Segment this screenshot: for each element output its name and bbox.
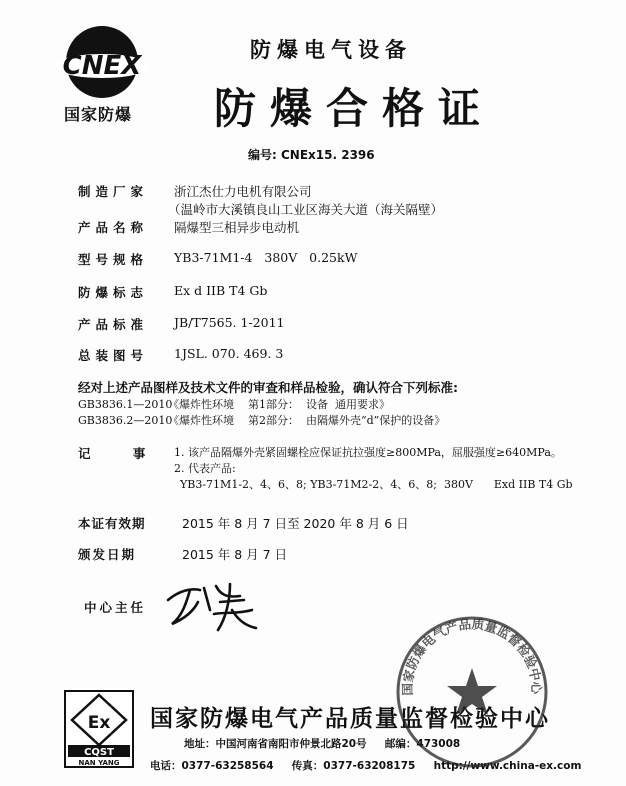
manufacturer-label: 制造厂家 bbox=[78, 184, 149, 199]
standard-text: 《爆炸性环境 第2部分： 由隔爆外壳“d”保护的设备》 bbox=[168, 414, 446, 427]
cqst-logo-icon bbox=[64, 690, 134, 768]
ex-marking-value: Ex d IIB T4 Gb bbox=[174, 283, 268, 298]
logo-text: CNEX bbox=[62, 51, 142, 81]
certificate-number bbox=[248, 146, 375, 163]
note-line-3: YB3-71M1-2、4、6、8; YB3-71M2-2、4、6、8; 380V Exd IIB T4 Gb bbox=[180, 478, 573, 491]
cert-no-label: 编号: bbox=[248, 148, 277, 162]
issue-date-value: 2015 年 8 月 7 日 bbox=[182, 547, 288, 562]
conclusion-text: 经对上述产品图样及技术文件的审查和样品检验，确认符合下列标准: bbox=[78, 380, 459, 395]
standard-label: 产品标准 bbox=[78, 317, 149, 332]
notes-label: 记 事 bbox=[78, 446, 151, 461]
official-stamp-icon bbox=[392, 612, 552, 772]
drawing-no-value: 1JSL. 070. 469. 3 bbox=[174, 346, 284, 361]
standard-text: 《爆炸性环境 第1部分： 设备 通用要求》 bbox=[168, 398, 390, 411]
signature-icon bbox=[160, 580, 260, 636]
manufacturer-address: （温岭市大溪镇良山工业区海关大道（海关隔壁） bbox=[168, 202, 444, 217]
standard-value: JB/T7565. 1-2011 bbox=[174, 315, 285, 330]
validity-label: 本证有效期 bbox=[78, 516, 146, 531]
manufacturer-value: 浙江杰仕力电机有限公司 bbox=[174, 184, 312, 199]
model-label: 型号规格 bbox=[78, 252, 149, 267]
svg-text:国家防爆电气产品质量监督检验中心: 国家防爆电气产品质量监督检验中心 bbox=[399, 616, 545, 696]
footer-org-name: 国家防爆电气产品质量监督检验中心 bbox=[150, 705, 550, 732]
org-name: 国家防爆 bbox=[64, 105, 133, 124]
svg-text:CQST: CQST bbox=[84, 747, 114, 758]
note-line-2: 2. 代表产品: bbox=[174, 462, 236, 475]
standard-code: GB3836.2—2010 bbox=[78, 414, 173, 427]
drawing-no-label: 总装图号 bbox=[78, 348, 149, 363]
validity-value: 2015 年 8 月 7 日至 2020 年 8 月 6 日 bbox=[182, 516, 409, 531]
footer-phone: 电话：0377-63258564 传真：0377-63208175 http://www.china-ex.com bbox=[150, 760, 582, 772]
svg-text:Ex: Ex bbox=[87, 713, 111, 733]
model-value: YB3-71M1-4 380V 0.25kW bbox=[174, 250, 358, 265]
product-name-label: 产品名称 bbox=[78, 220, 149, 235]
issue-date-label: 颁发日期 bbox=[78, 547, 137, 562]
doc-title: 防爆合格证 bbox=[214, 84, 495, 133]
svg-text:NAN YANG: NAN YANG bbox=[78, 759, 120, 767]
note-line-1: 1. 该产品隔爆外壳紧固螺栓应保证抗拉强度≥800MPa，屈服强度≥640MPa。 bbox=[174, 446, 562, 459]
standard-row bbox=[78, 412, 445, 428]
director-label: 中心主任 bbox=[84, 600, 147, 615]
cert-no-value: CNEx15. 2396 bbox=[281, 148, 375, 162]
ex-marking-label: 防爆标志 bbox=[78, 285, 149, 300]
footer-address: 地址：中国河南省南阳市仲景北路20号 邮编：473008 bbox=[184, 738, 461, 750]
standard-row bbox=[78, 396, 390, 412]
doc-subtitle: 防爆电气设备 bbox=[250, 38, 412, 62]
standard-code: GB3836.1—2010 bbox=[78, 398, 173, 411]
product-name-value: 隔爆型三相异步电动机 bbox=[174, 220, 300, 235]
